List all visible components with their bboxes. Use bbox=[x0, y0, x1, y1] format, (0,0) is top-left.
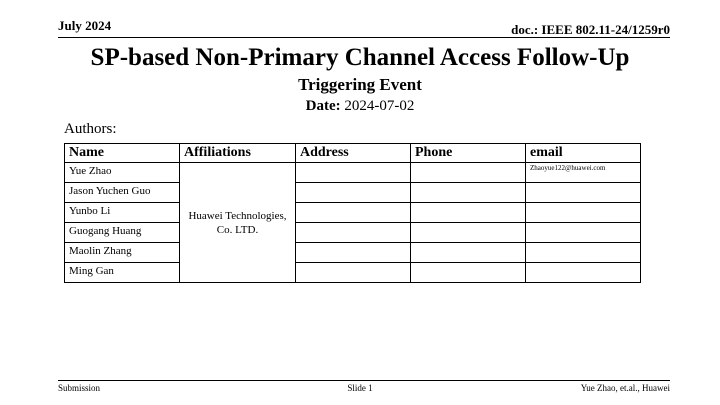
date-label: Date: bbox=[305, 98, 341, 114]
address-cell bbox=[296, 223, 411, 243]
column-header-email: email bbox=[526, 144, 641, 163]
column-header-address: Address bbox=[296, 144, 411, 163]
affiliation-cell: Huawei Technologies, Co. LTD. bbox=[180, 163, 296, 283]
table-row bbox=[65, 203, 641, 223]
header-doc-id: doc.: IEEE 802.11-24/1259r0 bbox=[511, 22, 670, 37]
column-header-name: Name bbox=[65, 144, 180, 163]
footer-slide-number: Slide 1 bbox=[347, 383, 373, 393]
date-line bbox=[0, 98, 720, 115]
phone-cell bbox=[411, 243, 526, 263]
footer-divider bbox=[58, 380, 670, 381]
address-cell bbox=[296, 163, 411, 183]
column-header-phone: Phone bbox=[411, 144, 526, 163]
slide-title: SP-based Non-Primary Channel Access Follow-Up bbox=[90, 44, 630, 71]
date-value: 2024-07-02 bbox=[344, 98, 415, 114]
address-cell bbox=[296, 183, 411, 203]
phone-cell bbox=[411, 203, 526, 223]
author-name: Ming Gan bbox=[65, 263, 180, 283]
column-header-affiliations: Affiliations bbox=[180, 144, 296, 163]
footer-authors: Yue Zhao, et.al., Huawei bbox=[580, 383, 670, 393]
table-row bbox=[65, 243, 641, 263]
footer-submission: Submission bbox=[58, 383, 101, 393]
email-cell bbox=[526, 203, 641, 223]
address-cell bbox=[296, 203, 411, 223]
table-row bbox=[65, 263, 641, 283]
author-name: Yue Zhao bbox=[65, 163, 180, 183]
email-cell bbox=[526, 263, 641, 283]
author-name: Jason Yuchen Guo bbox=[65, 183, 180, 203]
table-row bbox=[65, 223, 641, 243]
address-cell bbox=[296, 243, 411, 263]
header-date: July 2024 bbox=[58, 18, 112, 33]
slide-subtitle: Triggering Event bbox=[298, 75, 422, 94]
authors-table bbox=[64, 143, 641, 283]
table-header-row bbox=[65, 144, 641, 163]
table-row bbox=[65, 163, 641, 183]
address-cell bbox=[296, 263, 411, 283]
phone-cell bbox=[411, 223, 526, 243]
email-cell: Zhaoyue122@huawei.com bbox=[526, 163, 641, 183]
email-cell bbox=[526, 183, 641, 203]
email-cell bbox=[526, 243, 641, 263]
email-cell bbox=[526, 223, 641, 243]
author-name: Yunbo Li bbox=[65, 203, 180, 223]
author-name: Guogang Huang bbox=[65, 223, 180, 243]
table-row bbox=[65, 183, 641, 203]
phone-cell bbox=[411, 183, 526, 203]
header-divider bbox=[58, 37, 670, 38]
author-name: Maolin Zhang bbox=[65, 243, 180, 263]
authors-label: Authors: bbox=[64, 121, 117, 137]
phone-cell bbox=[411, 163, 526, 183]
phone-cell bbox=[411, 263, 526, 283]
